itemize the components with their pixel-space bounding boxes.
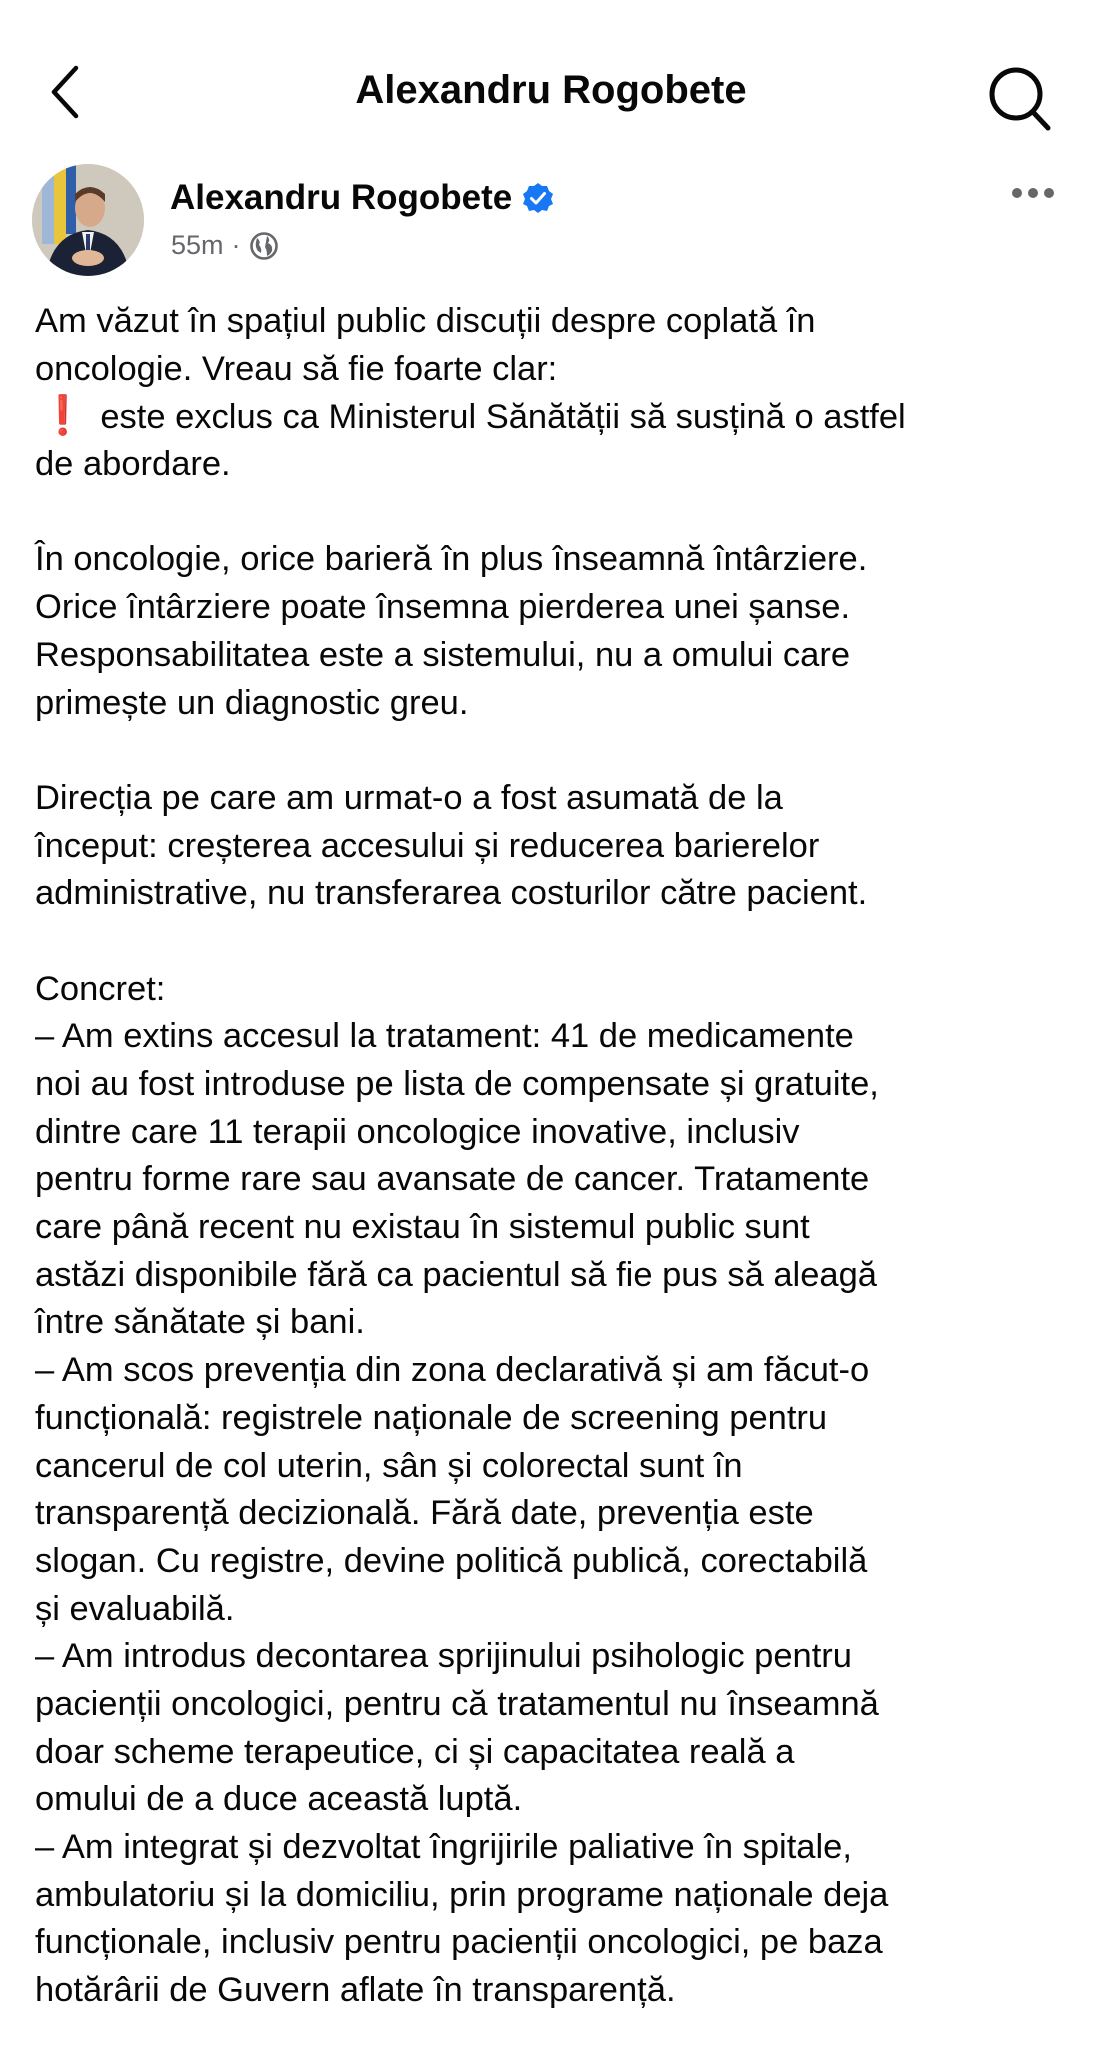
text-line: – Am extins accesul la tratament: 41 de medicamente — [35, 1017, 854, 1056]
post-paragraph — [35, 966, 1095, 2015]
text-line: între sănătate și bani. — [35, 1303, 365, 1342]
post-time[interactable]: 55m — [171, 230, 224, 260]
text-line: pentru forme rare sau avansate de cancer. Tratamente — [35, 1160, 870, 1199]
author-name[interactable]: Alexandru Rogobete — [170, 178, 513, 217]
text-line: omului de a duce această luptă. — [35, 1780, 523, 1819]
text-line: – Am scos prevenția din zona declarativă și am făcut-o — [35, 1351, 870, 1390]
text-line: Concret: — [35, 969, 166, 1008]
post-paragraph — [35, 536, 1095, 727]
text-line-content: este exclus ca Ministerul Sănătății să susțină o astfel — [100, 398, 906, 437]
separator: · — [231, 230, 241, 260]
text-line: noi au fost introduse pe lista de compensate și gratuite, — [35, 1065, 879, 1103]
text-line: slogan. Cu registre, devine politică publică, corectabilă — [35, 1541, 868, 1580]
avatar[interactable] — [32, 164, 144, 276]
text-line: astăzi disponibile fără ca pacientul să fie pus să aleagă — [35, 1255, 877, 1294]
text-line: primește un diagnostic greu. — [35, 683, 469, 722]
text-line: doar scheme terapeutice, ci și capacitatea reală a — [35, 1732, 795, 1771]
page-title: Alexandru Rogobete — [355, 68, 747, 112]
text-line: funcționale, inclusiv pentru pacienții oncologici, pe baza — [35, 1923, 883, 1962]
globe-icon — [249, 231, 279, 261]
text-line: oncologie. Vreau să fie foarte clar: — [35, 349, 558, 388]
text-line: început: creșterea accesului și reducerea barierelor — [35, 826, 820, 865]
text-line: ambulatoriu și la domiciliu, prin programe naționale deja — [35, 1875, 889, 1914]
dot-icon — [1028, 188, 1038, 198]
more-options-button[interactable] — [1012, 178, 1068, 208]
text-line: funcțională: registrele naționale de screening pentru — [35, 1398, 828, 1437]
text-line — [35, 393, 1095, 441]
text-line: de abordare. — [35, 445, 231, 484]
exclamation-emoji-icon: ❗ — [39, 395, 87, 438]
text-line: pacienții oncologici, pentru că tratamentul nu înseamnă — [35, 1684, 879, 1723]
post-paragraph — [35, 775, 1095, 918]
post-meta — [171, 230, 279, 261]
text-line: – Am introdus decontarea sprijinului psihologic pentru — [35, 1637, 852, 1676]
text-line: – Am integrat și dezvoltat îngrijirile paliative în spitale, — [35, 1828, 852, 1866]
text-line: cancerul de col uterin, sân și colorectal sunt în — [35, 1446, 743, 1485]
text-line: transparență decizională. Fără date, prevenția este — [35, 1494, 814, 1533]
text-line: care până recent nu existau în sistemul public sunt — [35, 1208, 810, 1247]
dot-icon — [1012, 188, 1022, 198]
text-line: dintre care 11 terapii oncologice inovative, inclusiv — [35, 1112, 800, 1151]
author-name-row — [170, 178, 554, 218]
top-bar — [0, 40, 1102, 140]
text-line: Orice întârziere poate însemna pierderea unei șanse. — [35, 588, 851, 627]
text-line: Am văzut în spațiul public discuții despre coplată în — [35, 302, 816, 340]
text-line: hotărârii de Guvern aflate în transparență. — [35, 1971, 676, 2010]
text-line: Responsabilitatea este a sistemului, nu a omului care — [35, 635, 851, 674]
text-line: Direcția pe care am urmat-o a fost asumată de la — [35, 778, 783, 817]
text-line: administrative, nu transferarea costurilor către pacient. — [35, 874, 868, 913]
verified-badge-icon — [522, 182, 554, 214]
dot-icon — [1044, 188, 1054, 198]
post-paragraph — [35, 298, 1095, 489]
text-line: În oncologie, orice barieră în plus înseamnă întârziere. — [35, 540, 868, 579]
search-icon[interactable] — [984, 62, 1056, 134]
text-line: și evaluabilă. — [35, 1589, 235, 1628]
post-text — [35, 298, 1095, 2062]
